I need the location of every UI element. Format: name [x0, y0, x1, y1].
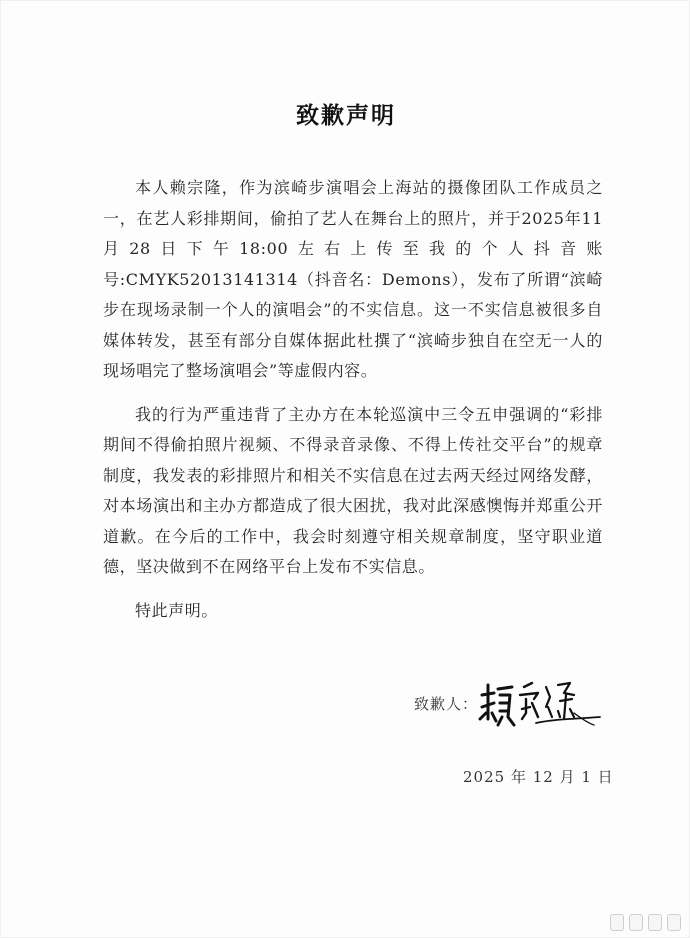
- signature-block: [414, 673, 604, 743]
- corner-icon-group: [610, 914, 681, 931]
- page-icon: [629, 914, 643, 931]
- page-icon: [610, 914, 624, 931]
- signer-label: 致歉人：: [414, 695, 479, 713]
- paragraph-closing: 特此声明。: [135, 600, 219, 620]
- page-icon: [648, 914, 662, 931]
- document-title: 致歉声明: [296, 103, 396, 129]
- paragraph-2: 我的行为严重违背了主办方在本轮巡演中三令五申强调的“彩排期间不得偷拍照片视频、不得录音录像、不得上传社交平台”的规章制度，我发表的彩排照片和相关不实信息在过去两天经过网络发酵，对本场演出和主办方都造成了很大困扰，我对此深感懊悔并郑重公开道歉。在今后的工作中，我会时刻遵守相关规章制度，坚守职业道德，坚决做到不在网络平台上发布不实信息。: [103, 404, 603, 576]
- document-date: 2025 年 12 月 1 日: [463, 768, 614, 786]
- handwritten-signature: [474, 673, 604, 737]
- page-icon: [667, 914, 681, 931]
- document-body: [103, 173, 603, 639]
- paragraph-1: 本人赖宗隆，作为滨崎步演唱会上海站的摄像团队工作成员之一，在艺人彩排期间，偷拍了艺人在舞台上的照片，并于2025年11月28日下午18:00左右上传至我的个人抖音账号:CMYK52013141314（抖音名：Demons），发布了所谓“滨崎步在现场录制一个人的演唱会”的不实信息。这一不实信息被很多自媒体转发，甚至有部分自媒体据此杜撰了“滨崎步独自在空无一人的现场唱完了整场演唱会”等虚假内容。: [103, 178, 603, 380]
